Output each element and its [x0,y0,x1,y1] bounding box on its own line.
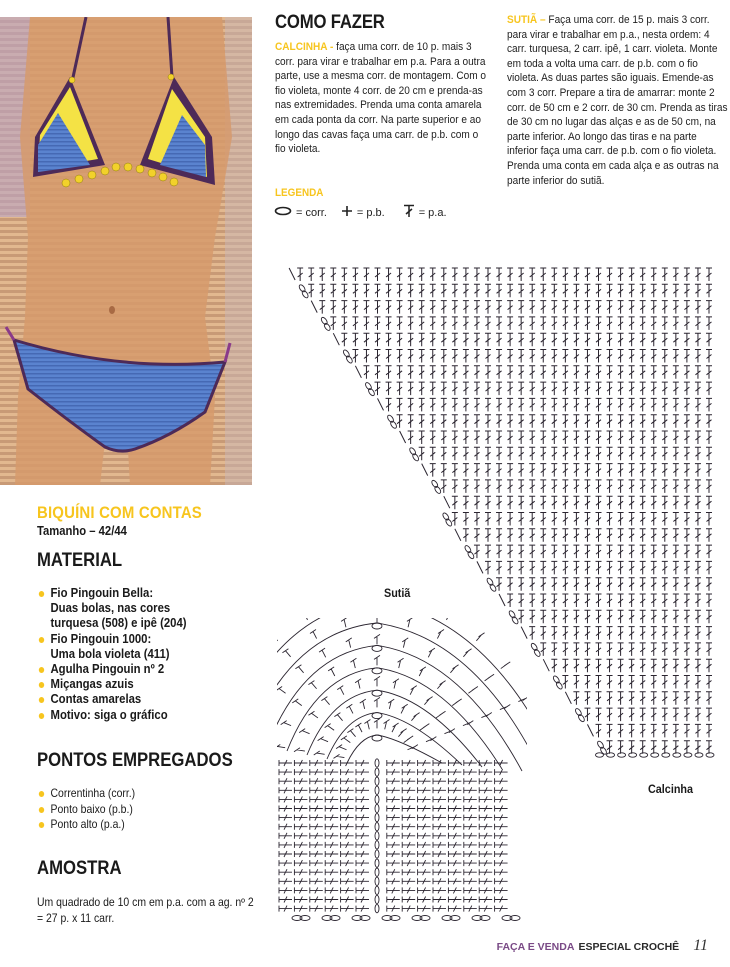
material-item: Motivo: siga o gráfico [37,708,187,723]
material-heading: MATERIAL [37,550,123,571]
pontos-item: Ponto alto (p.a.) [37,817,135,833]
calcinha-label: CALCINHA - [275,41,334,53]
project-title: BIQUÍNI COM CONTAS [37,503,202,522]
sutia-chart-label: Sutiã [384,586,411,600]
material-list [37,586,187,723]
sutia-body: Faça uma corr. de 15 p. mais 3 corr. para virar e trabalhar em p.a., nesta ordem: 4 carr. turquesa, 2 carr. ipê, 1 carr. violeta. Monte em toda a volta uma carr. de p.b. com o fio violeta. As duas partes são iguais. Emende-as com 3 corr. Prepare a tira de amarrar: monte 2 corr. de 50 cm e 2 corr. de 30 cm. Prenda as tiras de 30 cm no lugar das alças e as de 50 cm, na parte inferior. Ao longo das tiras e na parte inferior faça uma carr. de p.b. com o fio violeta. Prenda uma conta em cada alça e as outras na parte inferior do sutiã. [507,14,728,187]
sutia-crochet-chart [277,618,527,928]
product-photo [0,17,252,485]
como-fazer-heading: COMO FAZER [275,12,385,33]
material-item: Fio Pingouin 1000: Uma bola violeta (411) [37,632,187,662]
footer-brand-2: ESPECIAL CROCHÊ [578,941,680,953]
page-footer [497,937,708,955]
footer-brand-1: FAÇA E VENDA [496,941,575,953]
sutia-label: SUTIÃ – [507,14,546,26]
pontos-heading: PONTOS EMPREGADOS [37,750,233,771]
double-crochet-icon [403,204,415,221]
pontos-item: Correntinha (corr.) [37,786,135,802]
legend-label-corr: = corr. [296,206,327,219]
legend-label-pb: = p.b. [356,206,385,219]
pontos-list [37,786,135,833]
legend [274,204,447,221]
bikini-photo-illustration [0,17,252,485]
material-item: Fio Pingouin Bella: Duas bolas, nas cores turquesa (508) e ipê (204) [37,586,187,632]
material-item: Contas amarelas [37,692,187,707]
plus-icon [341,205,353,220]
calcinha-body: faça uma corr. de 10 p. mais 3 corr. para virar e trabalhar em p.a. Para a outra parte, use a mesma corr. de montagem. Com o fio violeta, monte 4 corr. de 20 cm e prenda-as nas extremidades. Prenda uma conta amarela em cada ponta da corr. Na parte superior e ao longo das cavas faça uma carr. de p.b. com o fio violeta. [275,41,486,156]
amostra-text: Um quadrado de 10 cm em p.a. com a ag. nº 2 = 27 p. x 11 carr. [37,896,254,925]
calcinha-chart-label: Calcinha [648,782,694,796]
chain-oval-icon [274,206,292,219]
calcinha-instructions [275,40,491,157]
legend-label-pa: = p.a. [418,206,447,219]
material-item: Miçangas azuis [37,677,187,692]
page-number: 11 [693,937,708,954]
legend-heading: LEGENDA [275,187,324,199]
pontos-item: Ponto baixo (p.b.) [37,802,135,818]
amostra-heading: AMOSTRA [37,858,122,879]
sutia-instructions [507,13,730,188]
material-item: Agulha Pingouin nº 2 [37,662,187,677]
size-line: Tamanho – 42/44 [37,524,127,538]
